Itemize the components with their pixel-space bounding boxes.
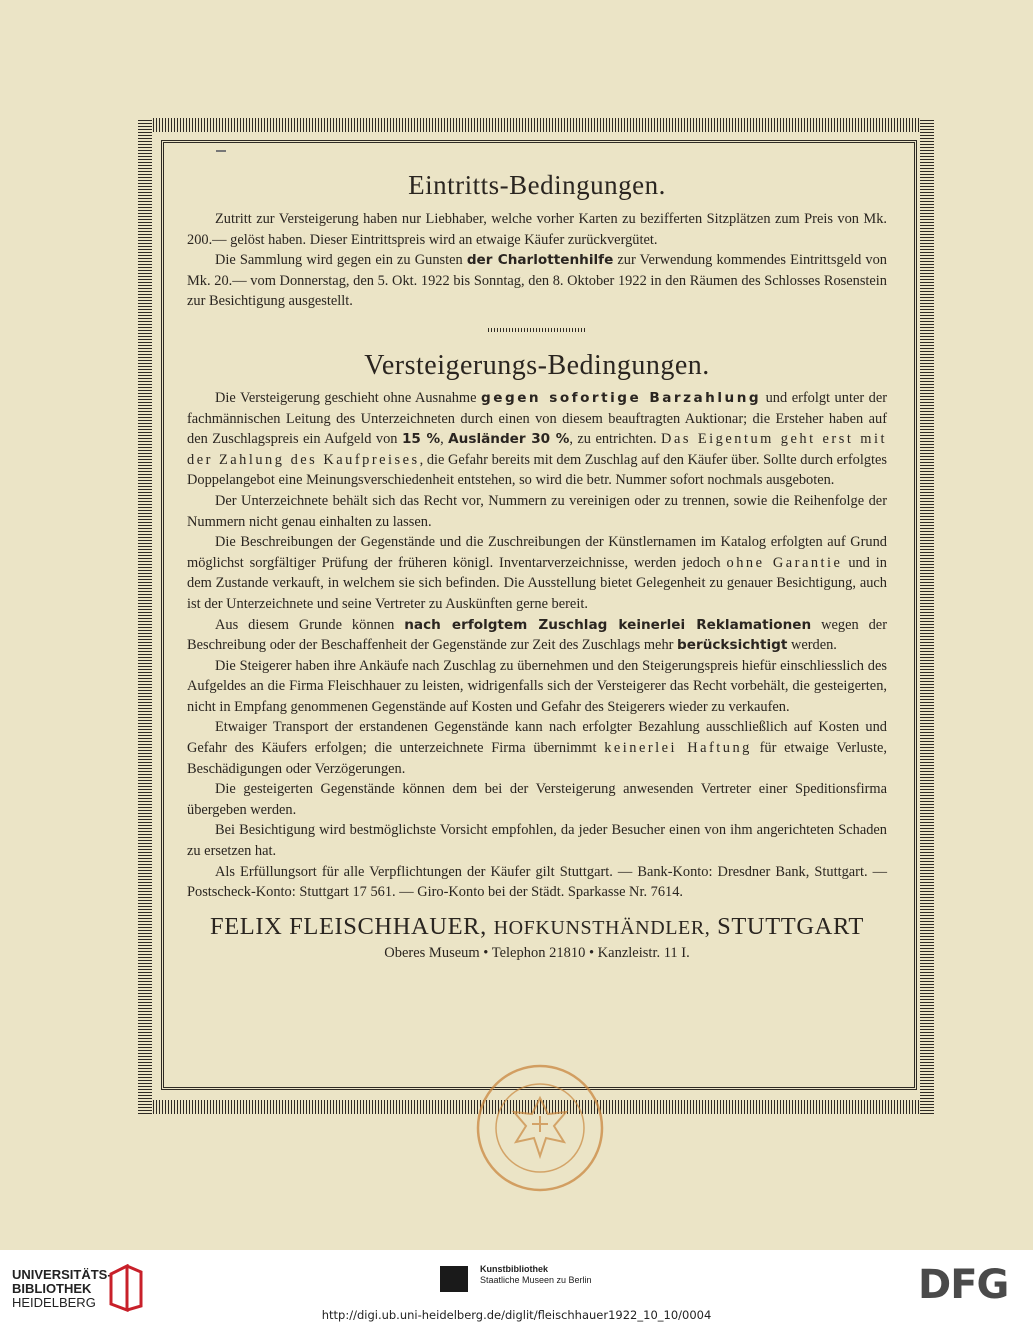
- auction-paragraph-4: Aus diesem Grunde können nach erfolgtem Zuschlag keinerlei Reklamationen wegen der Beschreibung oder der Beschaffenheit der Gegenstände zur Zeit des Zuschlags mehr berücksichtigt werden.: [187, 616, 887, 654]
- auction-paragraph-7: Die gesteigerten Gegenstände können dem bei der Versteigerung anwesenden Vertreter einer Speditionsfirma übergeben werden.: [187, 781, 887, 818]
- border-right: [920, 118, 934, 1114]
- firm-signature: [187, 913, 887, 941]
- uni-heidelberg-mark-icon: [107, 1264, 143, 1312]
- auction-paragraph-8: Bei Besichtigung wird bestmöglichste Vorsicht empfohlen, da jeder Besucher einen von ihm angerichteten Schaden zu ersetzen hat.: [187, 822, 887, 860]
- pencil-mark: [216, 150, 226, 152]
- auction-paragraph-6: Etwaiger Transport der erstandenen Gegenstände kann nach erfolgter Bezahlung ausschließlich auf Kosten und Gefahr des Käufers erfolgen; die unterzeichnete Firma übernimmt keinerlei Haftung für etwaige Verluste, Beschädigungen oder Verzögerungen.: [187, 719, 887, 777]
- library-stamp: [474, 1062, 606, 1194]
- border-left: [138, 118, 152, 1114]
- admission-paragraph-1: Zutritt zur Versteigerung haben nur Liebhaber, welche vorher Karten zu bezifferten Sitzplätzen zum Preis von Mk. 200.— gelöst haben. Dieser Eintrittspreis wird an etwaige Käufer zurückvergütet.: [187, 211, 887, 248]
- auction-paragraph-3: Die Beschreibungen der Gegenstände und die Zuschreibungen der Künstlernamen im Katalog erfolgten auf Grund möglichst sorgfältiger Prüfung der früheren königl. Inventarverzeichnisse, werden jedoch ohne Garantie und in dem Zustande verkauft, in welchem sie sich befinden. Die Ausstellung bietet Gelegenheit zu genauer Besichtigung, auch ist der Unterzeichnete und seine Vertreter zu Auskünften gerne bereit.: [187, 534, 887, 612]
- section-divider: [488, 328, 586, 332]
- auction-paragraph-1: Die Versteigerung geschieht ohne Ausnahme gegen sofortige Barzahlung und erfolgt unter der fachmännischen Leitung des Unterzeichneten durch einen von diesem beauftragten Auktionar; die Ersteher haben auf den Zuschlagspreis ein Aufgeld von 15 %, Ausländer 30 %, zu entrichten. Das Eigentum geht erst mit der Zahlung des Kaufpreises, die Gefahr bereits mit dem Zuschlag auf den Käufer über. Sollte durch erfolgtes Doppelangebot eine Meinungsverschiedenheit entstehen, so wird die betr. Nummer sofort nochmals ausgeboten.: [187, 389, 887, 489]
- section-title-auction: Versteigerungs-Bedingungen.: [364, 349, 710, 381]
- document-body: [187, 160, 887, 962]
- admission-paragraph-2: Die Sammlung wird gegen ein zu Gunsten der Charlottenhilfe zur Verwendung kommendes Eintrittsgeld von Mk. 20.— vom Donnerstag, den 5. Okt. 1922 bis Sonntag, den 8. Oktober 1922 in den Räumen des Schlosses Rosenstein zur Besichtigung ausgestellt.: [187, 252, 887, 310]
- section-title-admission: Eintritts-Bedingungen.: [408, 170, 666, 200]
- dfg-logo: DFG: [918, 1262, 1009, 1308]
- firm-name: FELIX FLEISCHHAUER,: [210, 912, 487, 940]
- uni-heidelberg-logo: UNIVERSITÄTS- BIBLIOTHEK HEIDELBERG: [12, 1267, 112, 1310]
- firm-role: HOFKUNSTHÄNDLER,: [493, 916, 711, 939]
- footer-bar: UNIVERSITÄTS- BIBLIOTHEK HEIDELBERG Kunstbibliothek Staatliche Museen zu Berlin DFG http://digi.ub.uni-heidelberg.de/diglit/fleischhauer1922_10_10/0004: [0, 1250, 1033, 1328]
- firm-address: Oberes Museum • Telephon 21810 • Kanzleistr. 11 I.: [384, 944, 690, 961]
- auction-paragraph-5: Die Steigerer haben ihre Ankäufe nach Zuschlag zu übernehmen und den Steigerungspreis hiefür einschliesslich des Aufgeldes an die Firma Fleischhauer zu leisten, widrigenfalls sich der Versteigerer das Recht vorbehält, die gesteigerten, nicht in Empfang genommenen Gegenstände auf Kosten und Gefahr des Steigerers wieder zu verkaufen.: [187, 657, 887, 715]
- auction-paragraph-9: Als Erfüllungsort für alle Verpflichtungen der Käufer gilt Stuttgart. — Bank-Konto: Dresdner Bank, Stuttgart. — Postscheck-Konto: Stuttgart 17 561. — Giro-Konto bei der Städt. Sparkasse Nr. 7614.: [187, 863, 887, 901]
- auction-paragraph-2: Der Unterzeichnete behält sich das Recht vor, Nummern zu vereinigen oder zu trennen, sowie die Reihenfolge der Nummern nicht genau einhalten zu lassen.: [187, 492, 887, 530]
- border-top: [138, 118, 934, 132]
- firm-city: STUTTGART: [717, 912, 864, 940]
- permalink[interactable]: http://digi.ub.uni-heidelberg.de/diglit/fleischhauer1922_10_10/0004: [321, 1308, 712, 1322]
- kunstbibliothek-mark-icon: [440, 1266, 468, 1292]
